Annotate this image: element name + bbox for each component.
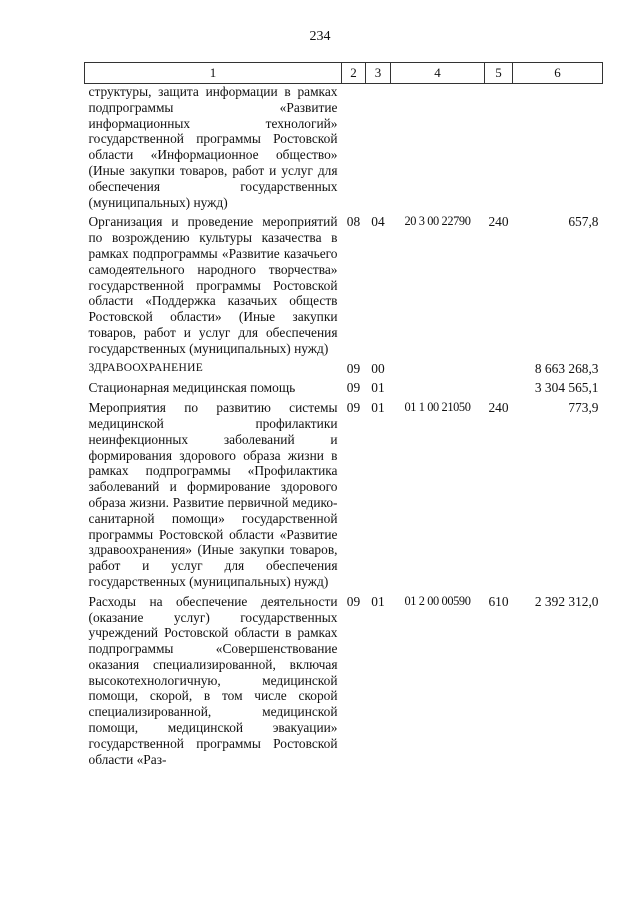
row-rz: 08 bbox=[346, 214, 361, 230]
row-vr bbox=[485, 376, 513, 396]
row-vr: 240 bbox=[488, 214, 509, 230]
table-row bbox=[85, 84, 603, 211]
row-pr: 01 bbox=[371, 593, 385, 609]
column-header-rz: 2 bbox=[342, 63, 366, 84]
column-header-pr: 3 bbox=[366, 63, 391, 84]
row-csr bbox=[391, 357, 485, 377]
row-rz bbox=[342, 84, 366, 211]
row-pr: 00 bbox=[371, 360, 385, 376]
row-name: Стационарная медицинская помощь bbox=[88, 380, 296, 396]
section-title: ЗДРАВООХРАНЕНИЕ bbox=[88, 361, 204, 374]
row-vr: 610 bbox=[488, 593, 509, 609]
budget-table bbox=[84, 62, 603, 767]
row-rz: 09 bbox=[346, 400, 361, 416]
row-vr: 240 bbox=[488, 400, 509, 416]
row-sum: 3 304 565,1 bbox=[534, 380, 599, 396]
row-name: структуры, защита информации в рамках подпрограммы «Развитие информационных технологий» государственной программы Ростовской области «Информационное общество» (Иные закупки товаров, работ и услуг для обеспечения государственных (муниципальных) нужд) bbox=[88, 84, 338, 210]
row-rz: 09 bbox=[346, 593, 361, 609]
row-rz: 09 bbox=[346, 380, 361, 396]
row-name: Мероприятия по развитию системы медицинской профилактики неинфекционных заболеваний и формирования здорового образа жизни в рамках подпрограммы «Профилактика заболеваний и формирование здорового образа жизни. Развитие первичной медико-санитарной помощи» государственной программы Ростовской области «Развитие здравоохранения» (Иные закупки товаров, работ и услуг для обеспечения государственных (муниципальных) нужд) bbox=[88, 400, 338, 589]
row-vr bbox=[485, 357, 513, 377]
row-csr bbox=[391, 84, 485, 211]
row-sum: 2 392 312,0 bbox=[534, 593, 599, 609]
table-row bbox=[85, 210, 603, 356]
row-csr: 01 2 00 00590 bbox=[404, 593, 471, 608]
column-header-csr: 4 bbox=[391, 63, 485, 84]
section-row bbox=[85, 357, 603, 377]
table-row bbox=[85, 590, 603, 768]
row-vr bbox=[485, 84, 513, 211]
table-row bbox=[85, 396, 603, 590]
row-pr: 01 bbox=[371, 400, 385, 416]
row-sum: 657,8 bbox=[568, 214, 599, 230]
table-header-row bbox=[85, 63, 603, 84]
row-pr: 04 bbox=[371, 214, 385, 230]
row-name: Организация и проведение мероприятий по возрождению культуры казачества в рамках подпрограммы «Развитие казачьего самодеятельного народного творчества» государственной программы Ростовской области «Поддержка казачьих обществ Ростовской области» (Иные закупки товаров, работ и услуг для обеспечения государственных (муниципальных) нужд) bbox=[88, 214, 338, 356]
column-header-name: 1 bbox=[85, 63, 342, 84]
row-sum: 8 663 268,3 bbox=[534, 360, 599, 376]
row-pr bbox=[366, 84, 391, 211]
column-header-vr: 5 bbox=[485, 63, 513, 84]
row-sum bbox=[513, 84, 603, 211]
row-csr: 20 3 00 22790 bbox=[404, 214, 471, 229]
row-csr bbox=[391, 376, 485, 396]
row-csr: 01 1 00 21050 bbox=[404, 400, 471, 415]
table-row bbox=[85, 376, 603, 396]
column-header-sum: 6 bbox=[513, 63, 603, 84]
row-sum: 773,9 bbox=[568, 400, 599, 416]
row-pr: 01 bbox=[371, 380, 385, 396]
page-number: 234 bbox=[309, 29, 331, 44]
row-name: Расходы на обеспечение деятельности (оказание услуг) государственных учреждений Ростовской области в рамках подпрограммы «Совершенствование оказания специализированной, включая высокотехнологичную, медицинской помощи, скорой, в том числе скорой специализированной, медицинской помощи, медицинской эвакуации» государственной программы Ростовской области «Раз- bbox=[88, 593, 338, 767]
row-rz: 09 bbox=[346, 360, 361, 376]
